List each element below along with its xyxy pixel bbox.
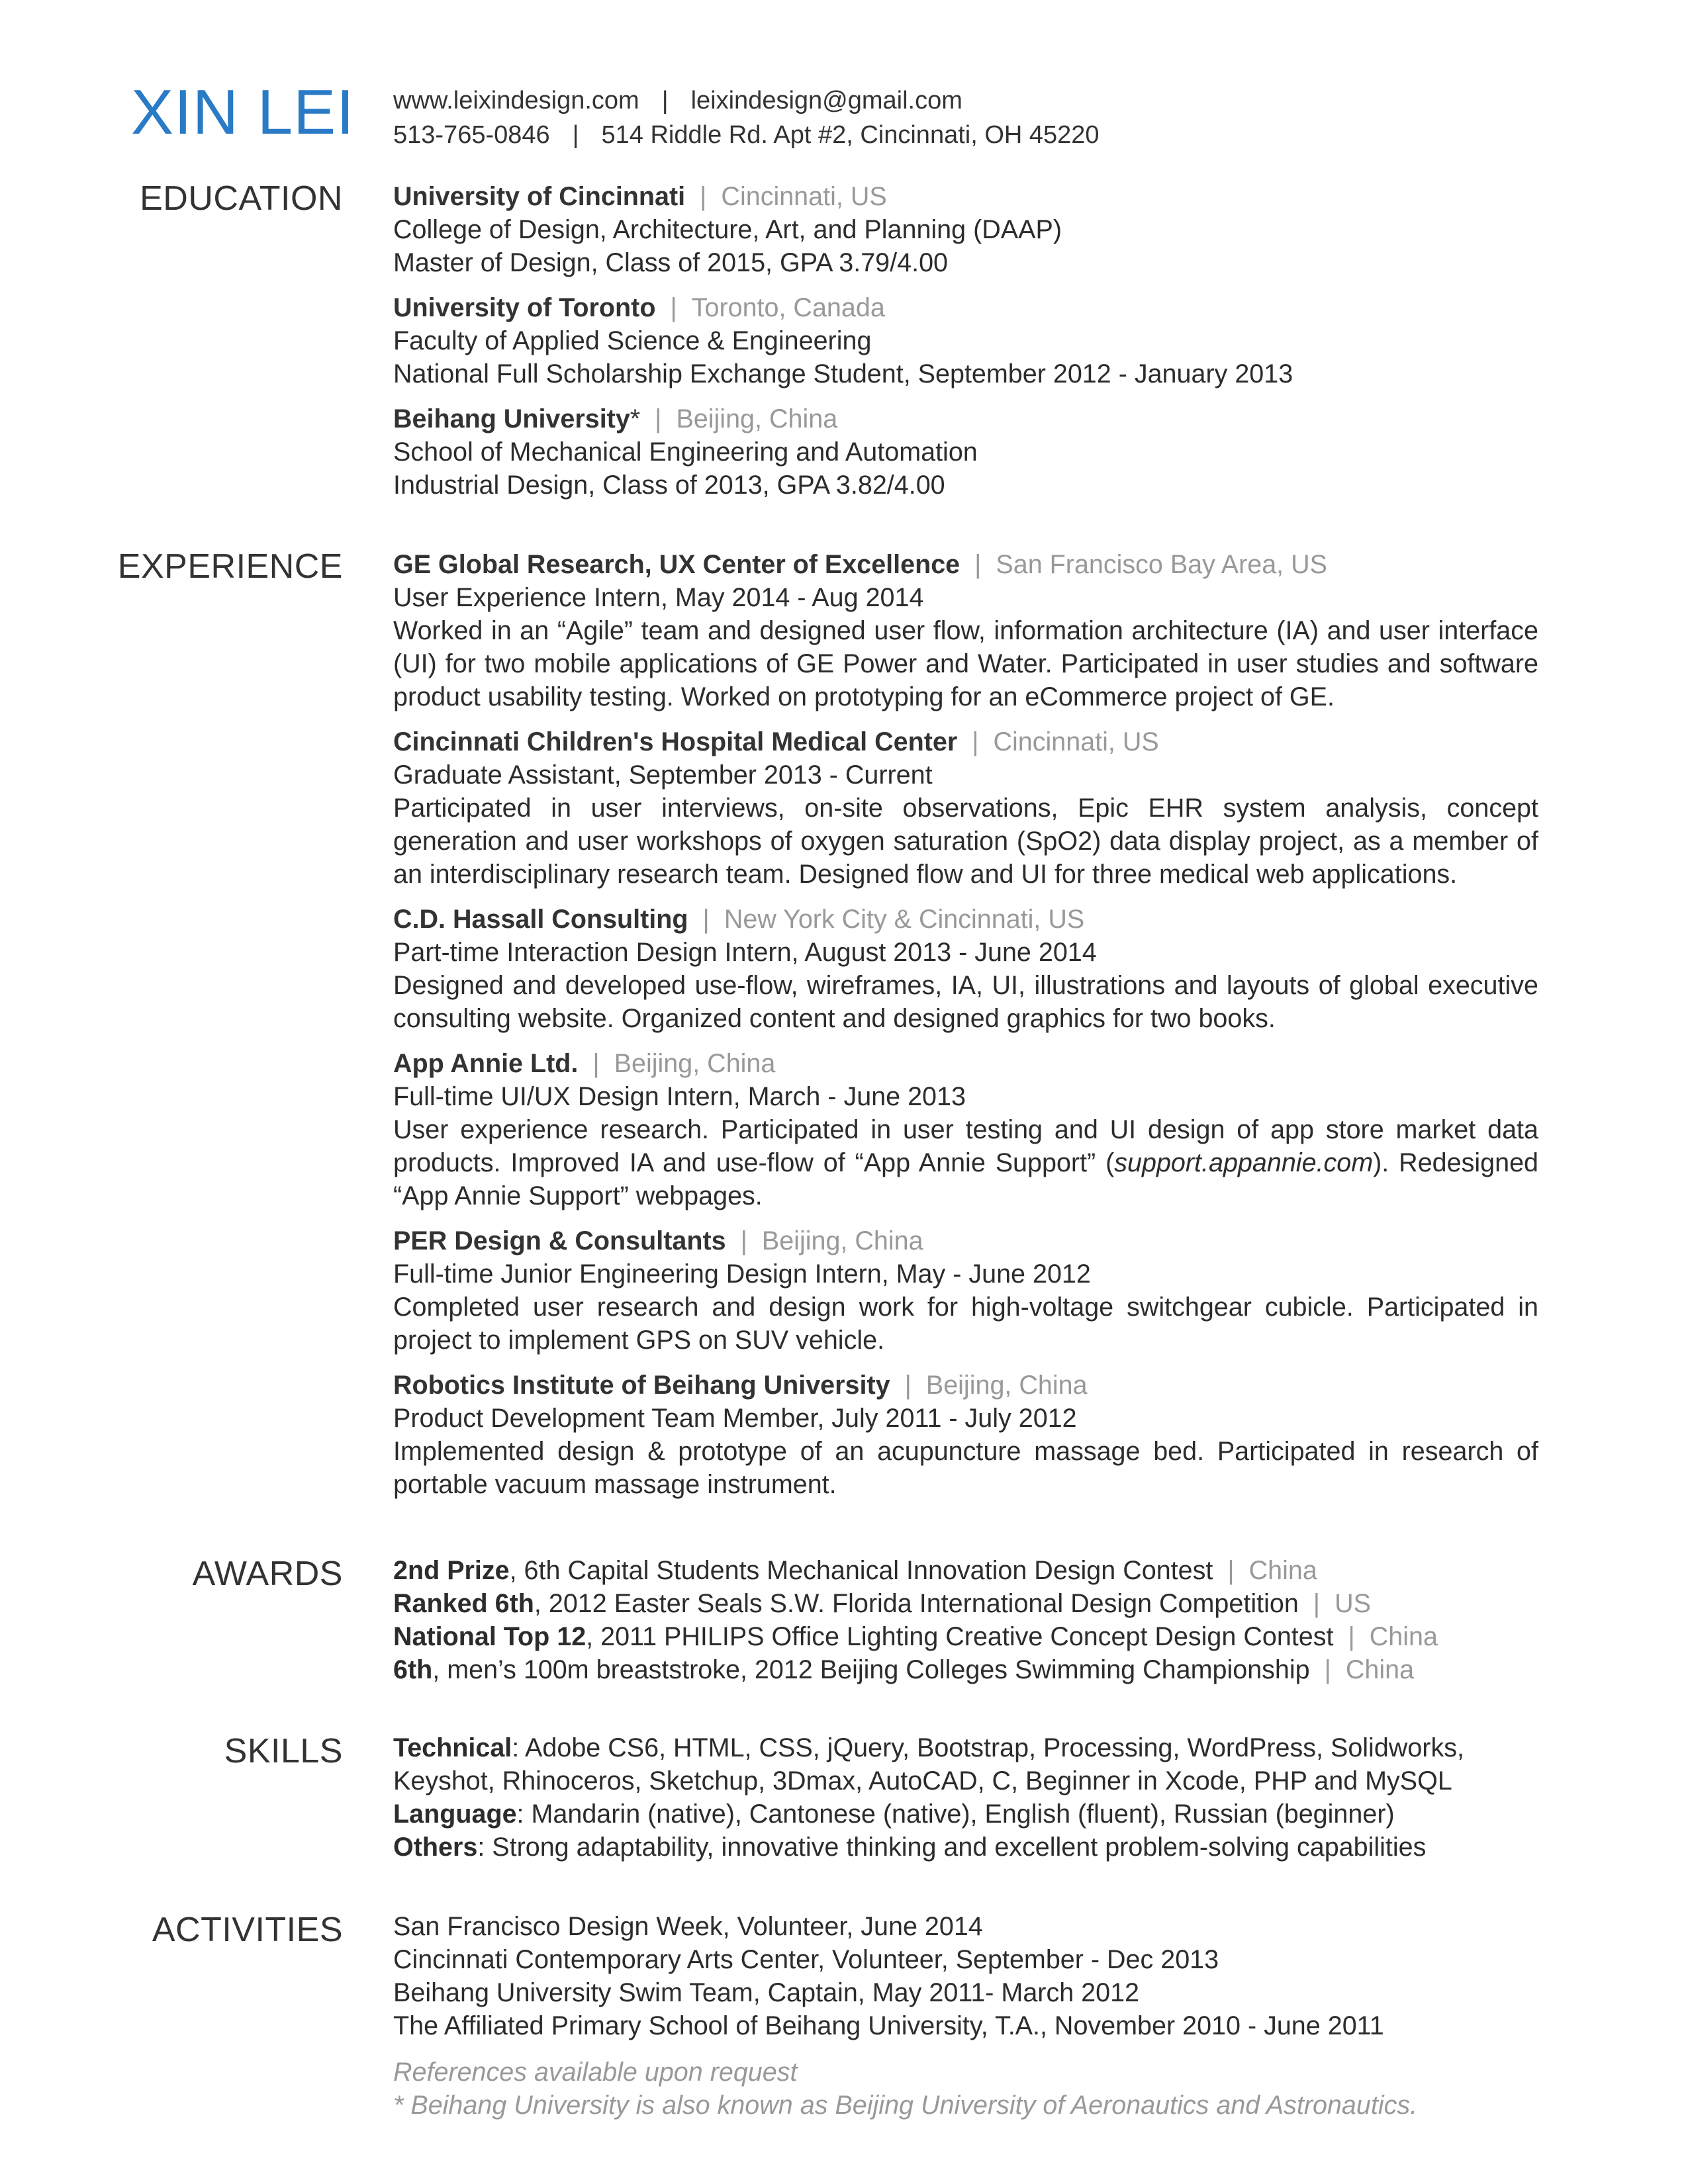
skill-item xyxy=(393,1731,1538,1764)
skill-text: : Adobe CS6, HTML, CSS, jQuery, Bootstrap, Processing, WordPress, Solidworks, xyxy=(512,1733,1464,1762)
award-location: China xyxy=(1248,1556,1317,1585)
description: Participated in user interviews, on-site observations, Epic EHR system analysis, concept generation and user workshops of oxygen saturation (SpO2) data display project, as a member of an interdisciplinary research team. Designed flow and UI for three medical web applications. xyxy=(393,794,1538,889)
separator: | xyxy=(740,1226,747,1255)
separator: | xyxy=(592,1049,600,1078)
detail-line: College of Design, Architecture, Art, and Planning (DAAP) xyxy=(393,215,1062,244)
skills-section xyxy=(393,1731,1538,1864)
footnote-star: * xyxy=(630,404,641,433)
award-item xyxy=(393,1554,1538,1587)
award-location: China xyxy=(1345,1655,1415,1684)
references-note: References available upon request xyxy=(393,2058,798,2087)
section-heading-experience: EXPERIENCE xyxy=(117,547,343,586)
award-title: National Top 12 xyxy=(393,1622,586,1651)
activity-item: Beihang University Swim Team, Captain, May 2011- March 2012 xyxy=(393,1978,1140,2007)
section-heading-awards: AWARDS xyxy=(192,1555,343,1593)
award-item xyxy=(393,1587,1538,1620)
activity-item: The Affiliated Primary School of Beihang University, T.A., November 2010 - June 2011 xyxy=(393,2011,1384,2040)
org-name: Robotics Institute of Beihang University xyxy=(393,1371,890,1400)
org-location: Cincinnati, US xyxy=(721,182,887,211)
experience-entry xyxy=(393,1369,1538,1501)
support-link[interactable]: support.appannie.com xyxy=(1114,1148,1374,1177)
award-item xyxy=(393,1620,1538,1653)
skill-label: Others xyxy=(393,1833,478,1862)
org-name: University of Cincinnati xyxy=(393,182,686,211)
email-link[interactable]: leixindesign@gmail.com xyxy=(690,87,962,114)
award-location: China xyxy=(1369,1622,1438,1651)
award-text: , men’s 100m breaststroke, 2012 Beijing Colleges Swimming Championship xyxy=(432,1655,1310,1684)
separator: | xyxy=(1324,1655,1331,1684)
detail-line: Industrial Design, Class of 2013, GPA 3.82/4.00 xyxy=(393,471,945,500)
separator: | xyxy=(1348,1622,1355,1651)
experience-entry xyxy=(393,903,1538,1035)
description-text: ). Redesigned “App Annie Support” webpages. xyxy=(393,1148,1538,1210)
org-location: Beijing, China xyxy=(925,1371,1088,1400)
experience-entry xyxy=(393,548,1538,713)
org-location: Cincinnati, US xyxy=(993,727,1159,756)
description xyxy=(393,1113,1538,1212)
org-location: Toronto, Canada xyxy=(691,293,885,322)
description: Worked in an “Agile” team and designed user flow, information architecture (IA) and user interface (UI) for two mobile applications of GE Power and Water. Participated in user studies and software product usability testing. Worked on prototyping for an eCommerce project of GE. xyxy=(393,616,1538,711)
org-name: App Annie Ltd. xyxy=(393,1049,579,1078)
separator: | xyxy=(1227,1556,1235,1585)
award-item xyxy=(393,1653,1538,1686)
award-title: 6th xyxy=(393,1655,433,1684)
org-name: University of Toronto xyxy=(393,293,656,322)
contact-line-1 xyxy=(393,83,1100,118)
separator: | xyxy=(661,87,669,114)
award-text: , 2011 PHILIPS Office Lighting Creative Concept Design Contest xyxy=(586,1622,1334,1651)
contact-block xyxy=(393,83,1100,152)
org-location: Beijing, China xyxy=(761,1226,923,1255)
separator: | xyxy=(974,550,982,579)
award-title: Ranked 6th xyxy=(393,1589,534,1618)
activity-item: Cincinnati Contemporary Arts Center, Volunteer, September - Dec 2013 xyxy=(393,1945,1219,1974)
detail-line: Master of Design, Class of 2015, GPA 3.79/4.00 xyxy=(393,248,949,277)
section-heading-skills: SKILLS xyxy=(224,1732,343,1770)
skill-item xyxy=(393,1831,1538,1864)
org-name: Beihang University xyxy=(393,404,630,433)
beihang-footnote: * Beihang University is also known as Beijing University of Aeronautics and Astronautics. xyxy=(393,2091,1418,2120)
role-line: Part-time Interaction Design Intern, August 2013 - June 2014 xyxy=(393,938,1097,967)
skill-item xyxy=(393,1797,1538,1831)
description-text: User experience research. Participated in user testing and UI design of app store market data products. Improved IA and use-flow of “App Annie Support” ( xyxy=(393,1115,1538,1177)
skill-item-continued: Keyshot, Rhinoceros, Sketchup, 3Dmax, AutoCAD, C, Beginner in Xcode, PHP and MySQL xyxy=(393,1766,1452,1796)
role-line: Product Development Team Member, July 2011 - July 2012 xyxy=(393,1404,1077,1433)
awards-section xyxy=(393,1554,1538,1686)
separator: | xyxy=(655,404,662,433)
org-location: Beijing, China xyxy=(614,1049,776,1078)
detail-line: National Full Scholarship Exchange Student, September 2012 - January 2013 xyxy=(393,359,1293,388)
phone-number: 513-765-0846 xyxy=(393,121,550,149)
education-section xyxy=(393,180,1538,514)
skill-label: Language xyxy=(393,1799,517,1829)
description: Completed user research and design work for high-voltage switchgear cubicle. Participated in project to implement GPS on SUV vehicle. xyxy=(393,1293,1538,1355)
org-name: GE Global Research, UX Center of Excellence xyxy=(393,550,961,579)
award-title: 2nd Prize xyxy=(393,1556,510,1585)
activity-item: San Francisco Design Week, Volunteer, June 2014 xyxy=(393,1912,983,1941)
separator: | xyxy=(702,905,710,934)
detail-line: Faculty of Applied Science & Engineering xyxy=(393,326,872,355)
activities-section xyxy=(393,1910,1538,2042)
separator: | xyxy=(904,1371,912,1400)
footnotes xyxy=(393,2056,1417,2122)
separator: | xyxy=(700,182,707,211)
award-text: , 2012 Easter Seals S.W. Florida International Design Competition xyxy=(534,1589,1299,1618)
education-entry xyxy=(393,180,1538,279)
description: Designed and developed use-flow, wireframes, IA, UI, illustrations and layouts of global executive consulting website. Organized content and designed graphics for two books. xyxy=(393,971,1538,1033)
detail-line: School of Mechanical Engineering and Automation xyxy=(393,437,978,467)
skill-text: : Mandarin (native), Cantonese (native), English (fluent), Russian (beginner) xyxy=(516,1799,1395,1829)
description: Implemented design & prototype of an acupuncture massage bed. Participated in research of portable vacuum massage instrument. xyxy=(393,1437,1538,1499)
education-entry xyxy=(393,291,1538,390)
separator: | xyxy=(972,727,979,756)
org-location: New York City & Cincinnati, US xyxy=(724,905,1085,934)
name-heading: XIN LEI xyxy=(131,77,355,148)
skill-label: Technical xyxy=(393,1733,512,1762)
education-entry xyxy=(393,402,1538,502)
address: 514 Riddle Rd. Apt #2, Cincinnati, OH 45220 xyxy=(601,121,1100,149)
contact-line-2 xyxy=(393,118,1100,152)
section-heading-activities: ACTIVITIES xyxy=(152,1911,343,1949)
experience-entry xyxy=(393,1224,1538,1357)
org-location: San Francisco Bay Area, US xyxy=(996,550,1327,579)
award-location: US xyxy=(1335,1589,1371,1618)
award-text: , 6th Capital Students Mechanical Innovation Design Contest xyxy=(509,1556,1213,1585)
website-link[interactable]: www.leixindesign.com xyxy=(393,87,639,114)
org-name: PER Design & Consultants xyxy=(393,1226,726,1255)
section-heading-education: EDUCATION xyxy=(140,179,343,218)
org-name: C.D. Hassall Consulting xyxy=(393,905,688,934)
experience-entry xyxy=(393,1047,1538,1212)
separator: | xyxy=(1313,1589,1321,1618)
role-line: Full-time UI/UX Design Intern, March - June 2013 xyxy=(393,1082,966,1111)
separator: | xyxy=(572,121,579,149)
role-line: User Experience Intern, May 2014 - Aug 2014 xyxy=(393,583,924,612)
role-line: Graduate Assistant, September 2013 - Current xyxy=(393,760,933,790)
role-line: Full-time Junior Engineering Design Intern, May - June 2012 xyxy=(393,1259,1091,1289)
org-name: Cincinnati Children's Hospital Medical Center xyxy=(393,727,958,756)
skill-text: : Strong adaptability, innovative thinking and excellent problem-solving capabilities xyxy=(477,1833,1427,1862)
separator: | xyxy=(670,293,677,322)
org-location: Beijing, China xyxy=(676,404,838,433)
experience-entry xyxy=(393,725,1538,891)
experience-section xyxy=(393,548,1538,1513)
